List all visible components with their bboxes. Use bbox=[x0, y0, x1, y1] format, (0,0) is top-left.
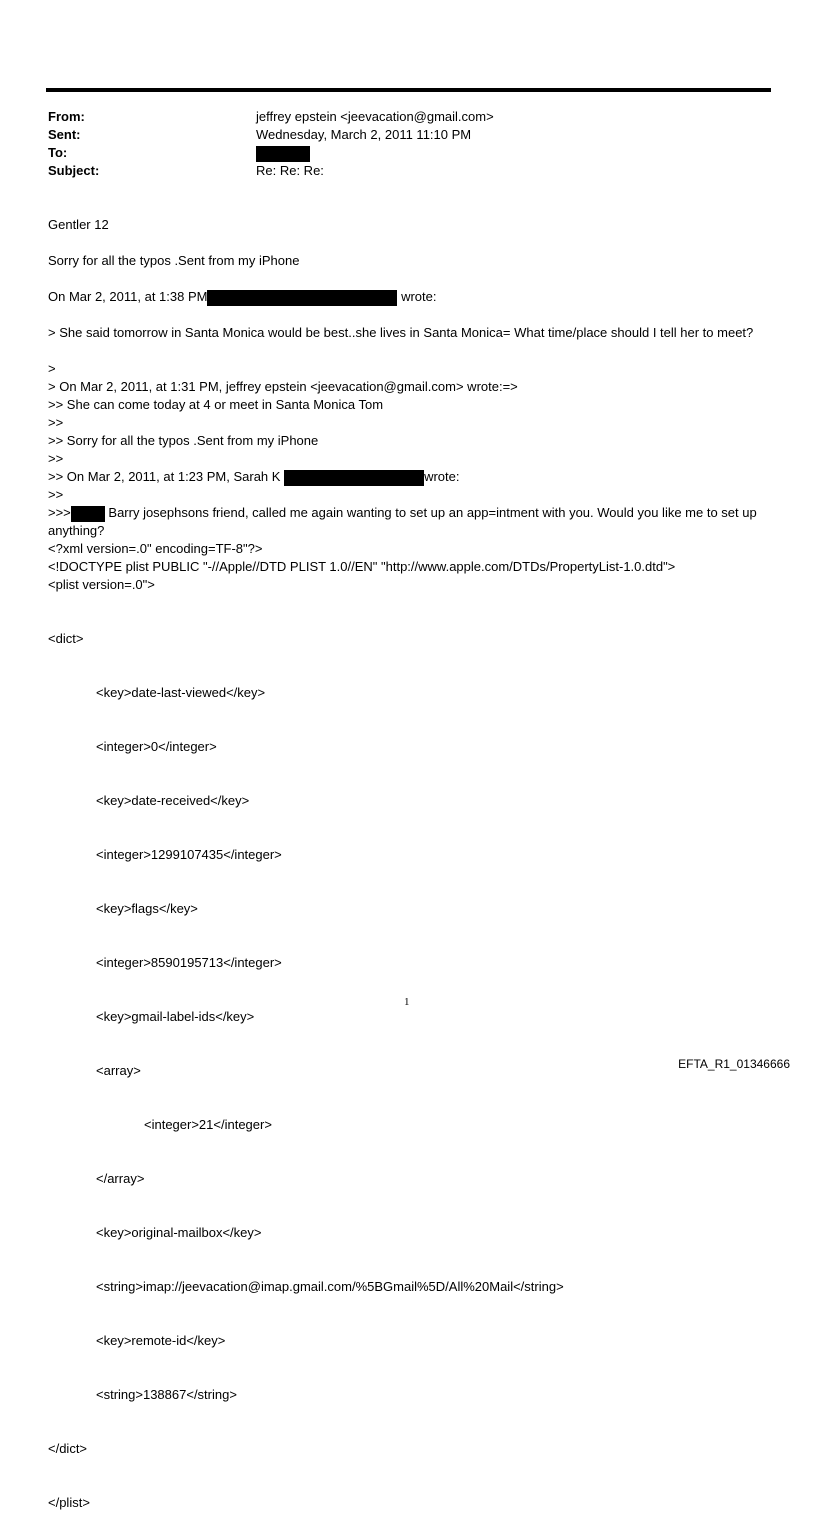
quoted-line: >> bbox=[48, 415, 64, 430]
plist-line: <key>date-received</key> bbox=[96, 793, 250, 808]
plist-line: <key>remote-id</key> bbox=[96, 1333, 226, 1348]
page-number: 1 bbox=[404, 996, 410, 1008]
redaction-block bbox=[284, 470, 424, 486]
quoted-reply-prefix: >> On Mar 2, 2011, at 1:23 PM, Sarah K bbox=[48, 469, 281, 484]
quoted-line: >> bbox=[48, 451, 64, 466]
plist-line: <integer>21</integer> bbox=[144, 1117, 272, 1132]
quoted-line: >> Sorry for all the typos .Sent from my iPhone bbox=[48, 433, 319, 448]
quoted-message bbox=[48, 504, 773, 540]
plist-line: <integer>1299107435</integer> bbox=[96, 847, 282, 862]
from-value: jeffrey epstein <jeevacation@gmail.com> bbox=[256, 109, 494, 124]
xml-line: <!DOCTYPE plist PUBLIC "-//Apple//DTD PLIST 1.0//EN" "http://www.apple.com/DTDs/PropertyList-1.0.dtd"> bbox=[48, 559, 676, 574]
plist-line: <string>138867</string> bbox=[96, 1387, 237, 1402]
plist-line: <integer>8590195713</integer> bbox=[96, 955, 282, 970]
plist-line: </dict> bbox=[48, 1441, 88, 1456]
xml-line: <plist version=.0"> bbox=[48, 577, 155, 592]
quoted-message-prefix: >>> bbox=[48, 505, 71, 520]
plist-line: <dict> bbox=[48, 631, 84, 646]
reply-header-line bbox=[48, 288, 436, 306]
plist-line: <array> bbox=[96, 1063, 141, 1078]
quoted-message-text: Barry josephsons friend, called me again wanting to set up an app=intment with you. Would you like me to set up anything? bbox=[48, 505, 757, 538]
plist-line: <key>date-last-viewed</key> bbox=[96, 685, 266, 700]
redaction-block bbox=[207, 290, 397, 306]
xml-line: <?xml version=.0" encoding=TF-8"?> bbox=[48, 541, 263, 556]
plist-line: <key>original-mailbox</key> bbox=[96, 1225, 262, 1240]
subject-value: Re: Re: Re: bbox=[256, 163, 324, 178]
sent-label: Sent: bbox=[48, 127, 81, 142]
sent-value: Wednesday, March 2, 2011 11:10 PM bbox=[256, 127, 472, 142]
reply-header-suffix: wrote: bbox=[397, 289, 437, 304]
to-label: To: bbox=[48, 145, 68, 160]
quoted-line: >> bbox=[48, 487, 64, 502]
quoted-line: > She said tomorrow in Santa Monica would be best..she lives in Santa Monica= What time/place should I tell her to meet? bbox=[48, 325, 754, 340]
to-value bbox=[256, 144, 310, 162]
plist-line: <string>imap://jeevacation@imap.gmail.com/%5BGmail%5D/All%20Mail</string> bbox=[96, 1279, 564, 1294]
quoted-reply-header bbox=[48, 468, 459, 486]
reply-header-prefix: On Mar 2, 2011, at 1:38 PM bbox=[48, 289, 208, 304]
plist-line: <key>flags</key> bbox=[96, 901, 198, 916]
plist-line: <integer>0</integer> bbox=[96, 739, 217, 754]
body-line: Gentler 12 bbox=[48, 217, 109, 232]
subject-label: Subject: bbox=[48, 163, 100, 178]
from-label: From: bbox=[48, 109, 85, 124]
document-id: EFTA_R1_01346666 bbox=[678, 1057, 790, 1071]
plist-line: <key>gmail-label-ids</key> bbox=[96, 1009, 255, 1024]
quoted-reply-suffix: wrote: bbox=[424, 469, 460, 484]
header-rule bbox=[46, 88, 771, 92]
plist-block bbox=[48, 594, 564, 1530]
quoted-line: > On Mar 2, 2011, at 1:31 PM, jeffrey epstein <jeevacation@gmail.com> wrote:=> bbox=[48, 379, 518, 394]
redaction-block bbox=[71, 506, 105, 522]
plist-line: </array> bbox=[96, 1171, 145, 1186]
plist-line: </plist> bbox=[48, 1495, 90, 1510]
quoted-line: >> She can come today at 4 or meet in Santa Monica Tom bbox=[48, 397, 384, 412]
redaction-block bbox=[256, 146, 310, 162]
body-line: Sorry for all the typos .Sent from my iPhone bbox=[48, 253, 300, 268]
quoted-line: > bbox=[48, 361, 56, 376]
